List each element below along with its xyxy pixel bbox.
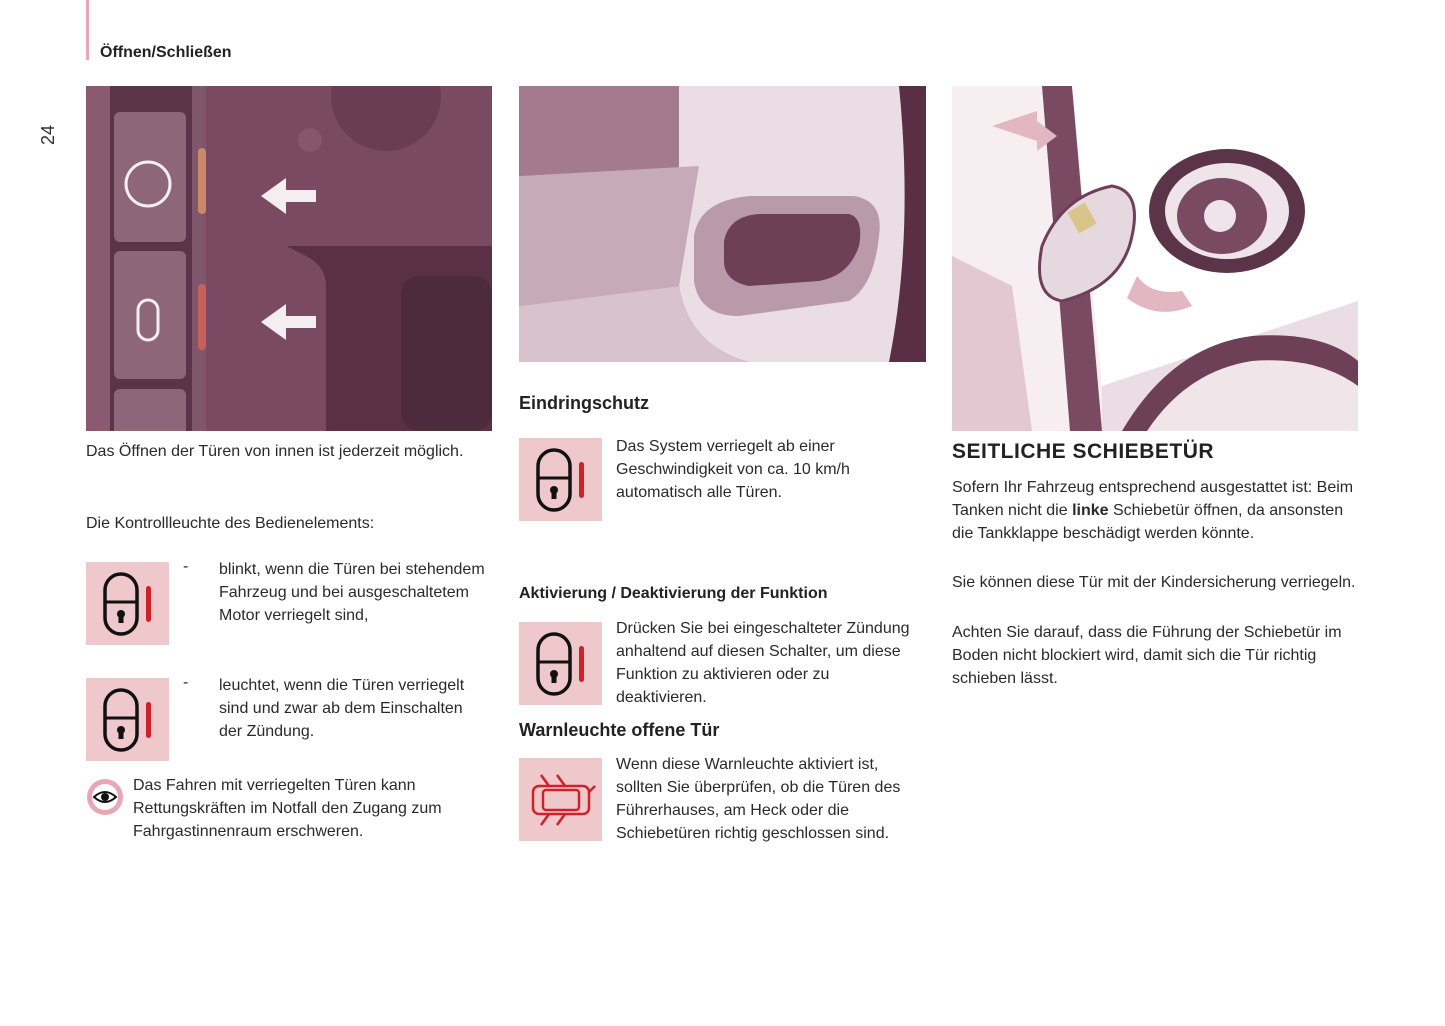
safety-note: Das Fahren mit verriegelten Türen kann Rettungskräften im Notfall den Zugang zum Fahrgastinnenraum erschweren. xyxy=(133,777,442,840)
bullet-text-lit: leuchtet, wenn die Türen verriegelt sind und zwar ab dem Einschalten der Zündung. xyxy=(219,677,465,740)
intrusion-protection-text: Das System verriegelt ab einer Geschwindigkeit von ca. 10 km/h automatisch alle Türen. xyxy=(616,438,850,501)
fuel-flap-illustration xyxy=(952,86,1358,431)
door-handle-illustration xyxy=(519,86,926,362)
p1-pre: Sofern Ihr Fahrzeug entsprechend ausgestattet ist: Beim Tanken nicht die xyxy=(952,479,1354,519)
sliding-door-paragraph-3: Achten Sie darauf, dass die Führung der Schiebetür im Boden nicht blockiert wird, damit sich die Tür richtig schieben lässt. xyxy=(952,624,1342,687)
lock-indicator-icon xyxy=(519,438,602,521)
eye-warning-icon xyxy=(86,778,124,816)
open-door-warning-icon xyxy=(519,758,602,841)
bullet-dash: - xyxy=(183,674,189,691)
intrusion-protection-title: Eindringschutz xyxy=(519,393,649,413)
bullet-dash: - xyxy=(183,558,189,575)
intro-text: Das Öffnen der Türen von innen ist jederzeit möglich. xyxy=(86,443,464,460)
lock-indicator-icon xyxy=(86,562,169,645)
bullet-text-flashes: blinkt, wenn die Türen bei stehendem Fahrzeug und bei ausgeschaltetem Motor verriegelt sind, xyxy=(219,561,485,624)
p1-bold: linke xyxy=(1072,502,1109,519)
dashboard-switch-illustration xyxy=(86,86,492,431)
sliding-door-paragraph-1 xyxy=(952,476,1357,545)
sliding-door-paragraph-2: Sie können diese Tür mit der Kindersicherung verriegeln. xyxy=(952,574,1356,591)
sliding-door-title: SEITLICHE SCHIEBETÜR xyxy=(952,440,1215,463)
p1-post: Schiebetür öffnen, da ansonsten die Tankklappe beschädigt werden könnte. xyxy=(952,502,1344,542)
open-door-warning-title: Warnleuchte offene Tür xyxy=(519,720,720,740)
indicator-intro-text: Die Kontrollleuchte des Bedienelements: xyxy=(86,515,375,532)
activation-title: Aktivierung / Deaktivierung der Funktion xyxy=(519,585,828,602)
activation-text: Drücken Sie bei eingeschalteter Zündung anhaltend auf diesen Schalter, um diese Funktion zu aktivieren oder zu deaktivieren. xyxy=(616,620,910,706)
header-accent-bar xyxy=(86,0,89,60)
open-door-warning-text: Wenn diese Warnleuchte aktiviert ist, sollten Sie überprüfen, ob die Türen des Führerhauses, am Heck oder die Schiebetüren richtig geschlossen sind. xyxy=(616,756,901,842)
lock-indicator-icon xyxy=(519,622,602,705)
page-number: 24 xyxy=(38,124,58,146)
lock-indicator-icon xyxy=(86,678,169,761)
section-title: Öffnen/Schließen xyxy=(100,44,232,61)
